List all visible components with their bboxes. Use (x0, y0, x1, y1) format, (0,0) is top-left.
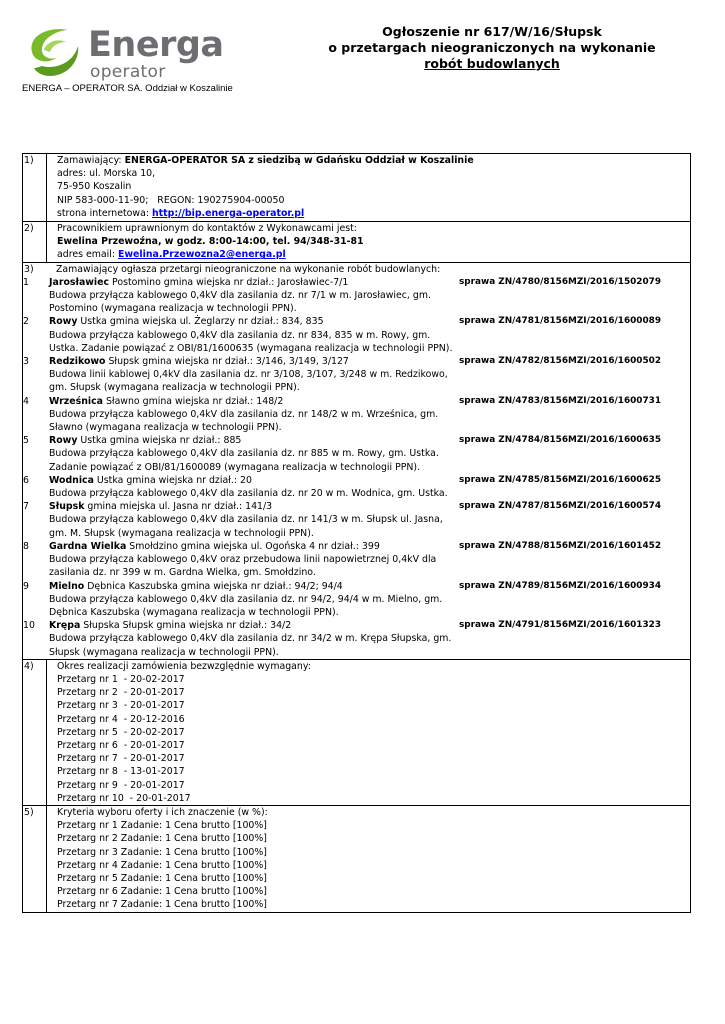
tender-number: 4 (23, 395, 29, 407)
deadline-line: Przetarg nr 3 - 20-01-2017 (57, 700, 185, 712)
tender-case-number: sprawa ZN/4787/8156MZI/2016/1600574 (459, 501, 662, 512)
tender-place: Jarosławiec (49, 276, 110, 288)
tender-item (23, 434, 690, 474)
tender-item (23, 580, 690, 620)
deadline-list (57, 673, 690, 805)
section-5 (23, 806, 690, 913)
energa-swoosh-icon (22, 22, 86, 84)
tender-description: Budowa linii kablowej 0,4kV dla zasilania dz. nr 3/108, 3/107, 3/248 w m. Redzikowo, gm. Słupsk (wymagana realizacja w technologii PPN). (49, 369, 448, 394)
criteria-line: Przetarg nr 7 Zadanie: 1 Cena brutto [100%] (57, 899, 267, 911)
tender-location: Słupska Słupsk gmina wiejska nr dział.: 34/2 (80, 620, 292, 632)
email-link[interactable]: Ewelina.Przewozna2@energa.pl (117, 249, 286, 261)
contact-person: Ewelina Przewoźna, w godz. 8:00-14:00, tel. 94/348-31-81 (57, 236, 364, 248)
tender-text (45, 395, 453, 435)
tender-item (23, 395, 690, 435)
tender-description: Budowa przyłącza kablowego 0,4kV dla zasilania dz. nr 834, 835 w m. Rowy, gm. Ustka. Zadanie powiązać z OBI/81/1600635 (wymagana realizacja w technologii PPN). (49, 329, 453, 354)
orderer-address: adres: ul. Morska 10, (57, 168, 156, 180)
tender-place: Wrześnica (49, 395, 103, 407)
website-link[interactable]: http://bip.energa-operator.pl (151, 207, 305, 219)
announcement-table (22, 153, 691, 913)
tender-number: 2 (23, 316, 29, 328)
tender-case-number: sprawa ZN/4785/8156MZI/2016/1600625 (459, 474, 662, 485)
criteria-line: Przetarg nr 4 Zadanie: 1 Cena brutto [100%] (57, 859, 267, 871)
tender-location: Smołdzino gmina wiejska ul. Ogońska 4 nr dział.: 399 (126, 540, 380, 552)
tender-item (23, 540, 690, 580)
tender-place: Słupsk (49, 501, 85, 513)
logo-wordmark: Energa (88, 25, 224, 65)
section-number: 3) (24, 263, 34, 275)
tenders-intro: Zamawiający ogłasza przetargi nieograniczone na wykonanie robót budowlanych: (56, 263, 441, 275)
website-label: strona internetowa: (57, 207, 152, 219)
tender-text (45, 540, 453, 580)
criteria-line: Przetarg nr 2 Zadanie: 1 Cena brutto [100%] (57, 833, 267, 845)
section-1 (23, 154, 690, 222)
deadline-line: Przetarg nr 4 - 20-12-2016 (57, 713, 185, 725)
tender-list (23, 276, 690, 659)
deadline-line: Przetarg nr 8 - 13-01-2017 (57, 766, 185, 778)
tender-number: 3 (23, 356, 29, 368)
section-number: 1) (23, 154, 47, 221)
tender-item (23, 619, 690, 659)
tender-text (45, 474, 453, 500)
section-3-head (23, 263, 690, 276)
tender-number: 6 (23, 474, 29, 486)
tender-text (45, 434, 453, 474)
heading-line-3: robót budowlanych (424, 56, 560, 71)
tender-location: Postomino gmina wiejska nr dział.: Jarosławiec-7/1 (109, 276, 349, 288)
deadline-line: Przetarg nr 2 - 20-01-2017 (57, 687, 185, 699)
deadline-line: Przetarg nr 1 - 20-02-2017 (57, 673, 185, 685)
tender-number: 1 (23, 276, 29, 288)
section-number: 5) (23, 806, 47, 912)
deadline-line: Przetarg nr 10 - 20-01-2017 (57, 792, 191, 804)
heading-line-2: o przetargach nieograniczonych na wykonanie (328, 40, 656, 55)
tender-location: Dębnica Kaszubska gmina wiejska nr dział.: 94/2; 94/4 (84, 580, 343, 592)
criteria-line: Przetarg nr 3 Zadanie: 1 Cena brutto [100%] (57, 846, 267, 858)
orderer-ids: NIP 583-000-11-90; REGON: 190275904-00050 (57, 194, 285, 206)
tender-case-number: sprawa ZN/4782/8156MZI/2016/1600502 (459, 356, 662, 367)
tender-description: Budowa przyłącza kablowego 0,4kV dla zasilania dz. nr 34/2 w m. Krępa Słupska, gm. Słupsk (wymagana realizacja w technologii PPN). (49, 633, 452, 658)
tender-case-number: sprawa ZN/4789/8156MZI/2016/1600934 (459, 580, 662, 591)
tender-case-number: sprawa ZN/4783/8156MZI/2016/1600731 (459, 395, 662, 406)
section-number: 4) (23, 660, 47, 805)
tender-location: Ustka gmina wiejska nr dział.: 885 (77, 435, 242, 447)
contact-intro: Pracownikiem uprawnionym do kontaktów z Wykonawcami jest: (57, 223, 357, 235)
logo-subword: operator (90, 62, 166, 82)
tender-text (45, 315, 453, 355)
section-4 (23, 660, 690, 806)
tender-case-number: sprawa ZN/4780/8156MZI/2016/1502079 (459, 276, 662, 287)
tender-number: 5 (23, 435, 29, 447)
tender-case-number: sprawa ZN/4781/8156MZI/2016/1600089 (459, 316, 662, 327)
tender-place: Krępa (49, 620, 81, 632)
deadline-line: Przetarg nr 9 - 20-01-2017 (57, 779, 185, 791)
email-label: adres email: (57, 249, 118, 261)
tender-description: Budowa przyłącza kablowego 0,4kV oraz przebudowa linii napowietrznej 0,4kV dla zasilania dz. nr 399 w m. Gardna Wielka, gm. Smołdzino. (49, 554, 437, 579)
tender-description: Budowa przyłącza kablowego 0,4kV dla zasilania dz. nr 148/2 w m. Wrześnica, gm. Sławno (wymagana realizacja w technologii PPN). (49, 408, 439, 434)
tender-description: Budowa przyłącza kablowego 0,4kV dla zasilania dz. nr 885 w m. Rowy, gm. Ustka. Zadanie powiązać z OBI/81/1600089 (wymagana realizacja w technologii PPN). (49, 448, 439, 473)
tender-text (45, 580, 453, 620)
tender-location: Ustka gmina wiejska ul. Żeglarzy nr dział.: 834, 835 (77, 316, 324, 328)
deadline-line: Przetarg nr 5 - 20-02-2017 (57, 726, 185, 738)
tender-location: Sławno gmina wiejska nr dział.: 148/2 (102, 395, 284, 407)
criteria-line: Przetarg nr 6 Zadanie: 1 Cena brutto [100%] (57, 886, 267, 898)
tender-text (45, 276, 453, 316)
criteria-title: Kryteria wyboru oferty i ich znaczenie (w %): (57, 806, 268, 818)
tender-case-number: sprawa ZN/4791/8156MZI/2016/1601323 (459, 620, 662, 631)
deadline-line: Przetarg nr 7 - 20-01-2017 (57, 753, 185, 765)
tender-description: Budowa przyłącza kablowego 0,4kV dla zasilania dz. nr 141/3 w m. Słupsk ul. Jasna, gm. M. Słupsk (wymagana realizacja w technologii PPN). (49, 514, 443, 539)
tender-place: Redzikowo (49, 356, 106, 368)
heading-line-1: Ogłoszenie nr 617/W/16/Słupsk (382, 24, 602, 39)
document-heading (322, 24, 662, 72)
tender-case-number: sprawa ZN/4788/8156MZI/2016/1601452 (459, 540, 662, 551)
tender-number: 7 (23, 501, 29, 513)
orderer-city: 75-950 Koszalin (57, 181, 132, 193)
criteria-line: Przetarg nr 1 Zadanie: 1 Cena brutto [100%] (57, 820, 267, 832)
section-number: 2) (23, 222, 47, 262)
deadline-title: Okres realizacji zamówienia bezwzględnie wymagany: (57, 660, 311, 672)
tender-place: Gardna Wielka (49, 540, 127, 552)
criteria-list (57, 819, 690, 911)
criteria-line: Przetarg nr 5 Zadanie: 1 Cena brutto [100%] (57, 872, 267, 884)
tender-place: Rowy (49, 435, 78, 447)
branch-line: ENERGA – OPERATOR SA. Oddział w Koszalinie (22, 83, 233, 94)
tender-location: Słupsk gmina wiejska nr dział.: 3/146, 3/149, 3/127 (105, 356, 349, 368)
tender-text (45, 619, 453, 659)
tender-item (23, 355, 690, 395)
tender-place: Wodnica (49, 474, 94, 486)
tender-description: Budowa przyłącza kablowego 0,4kV dla zasilania dz. nr 7/1 w m. Jarosławiec, gm. Postomino (wymagana realizacja w technologii PPN). (49, 290, 431, 315)
tender-number: 8 (23, 540, 29, 552)
website-line (57, 207, 690, 220)
email-line (57, 248, 690, 261)
energa-operator-logo (22, 22, 222, 84)
tender-description: Budowa przyłącza kablowego 0,4kV dla zasilania dz. nr 20 w m. Wodnica, gm. Ustka. (49, 488, 448, 500)
tender-item (23, 500, 690, 540)
tender-place: Mielno (49, 580, 85, 592)
deadline-line: Przetarg nr 6 - 20-01-2017 (57, 739, 185, 751)
tender-item (23, 276, 690, 316)
tender-item (23, 474, 690, 500)
tender-text (45, 500, 453, 540)
tender-place: Rowy (49, 316, 78, 328)
tender-location: Ustka gmina wiejska nr dział.: 20 (93, 474, 252, 486)
orderer-label: Zamawiający: (57, 155, 125, 166)
tender-number: 10 (23, 620, 35, 632)
orderer-line (57, 154, 690, 167)
tender-description: Budowa przyłącza kablowego 0,4kV dla zasilania dz. nr 94/2, 94/4 w m. Mielno, gm. Dębnica Kaszubska (wymagana realizacja w technologii PPN). (49, 593, 443, 618)
section-3 (23, 263, 690, 660)
tender-text (45, 355, 453, 395)
orderer-name: ENERGA-OPERATOR SA z siedzibą w Gdańsku Oddział w Koszalinie (124, 155, 474, 166)
tender-case-number: sprawa ZN/4784/8156MZI/2016/1600635 (459, 435, 662, 446)
tender-item (23, 315, 690, 355)
tender-number: 9 (23, 580, 29, 592)
section-2 (23, 222, 690, 263)
tender-location: gmina miejska ul. Jasna nr dział.: 141/3 (84, 501, 273, 513)
